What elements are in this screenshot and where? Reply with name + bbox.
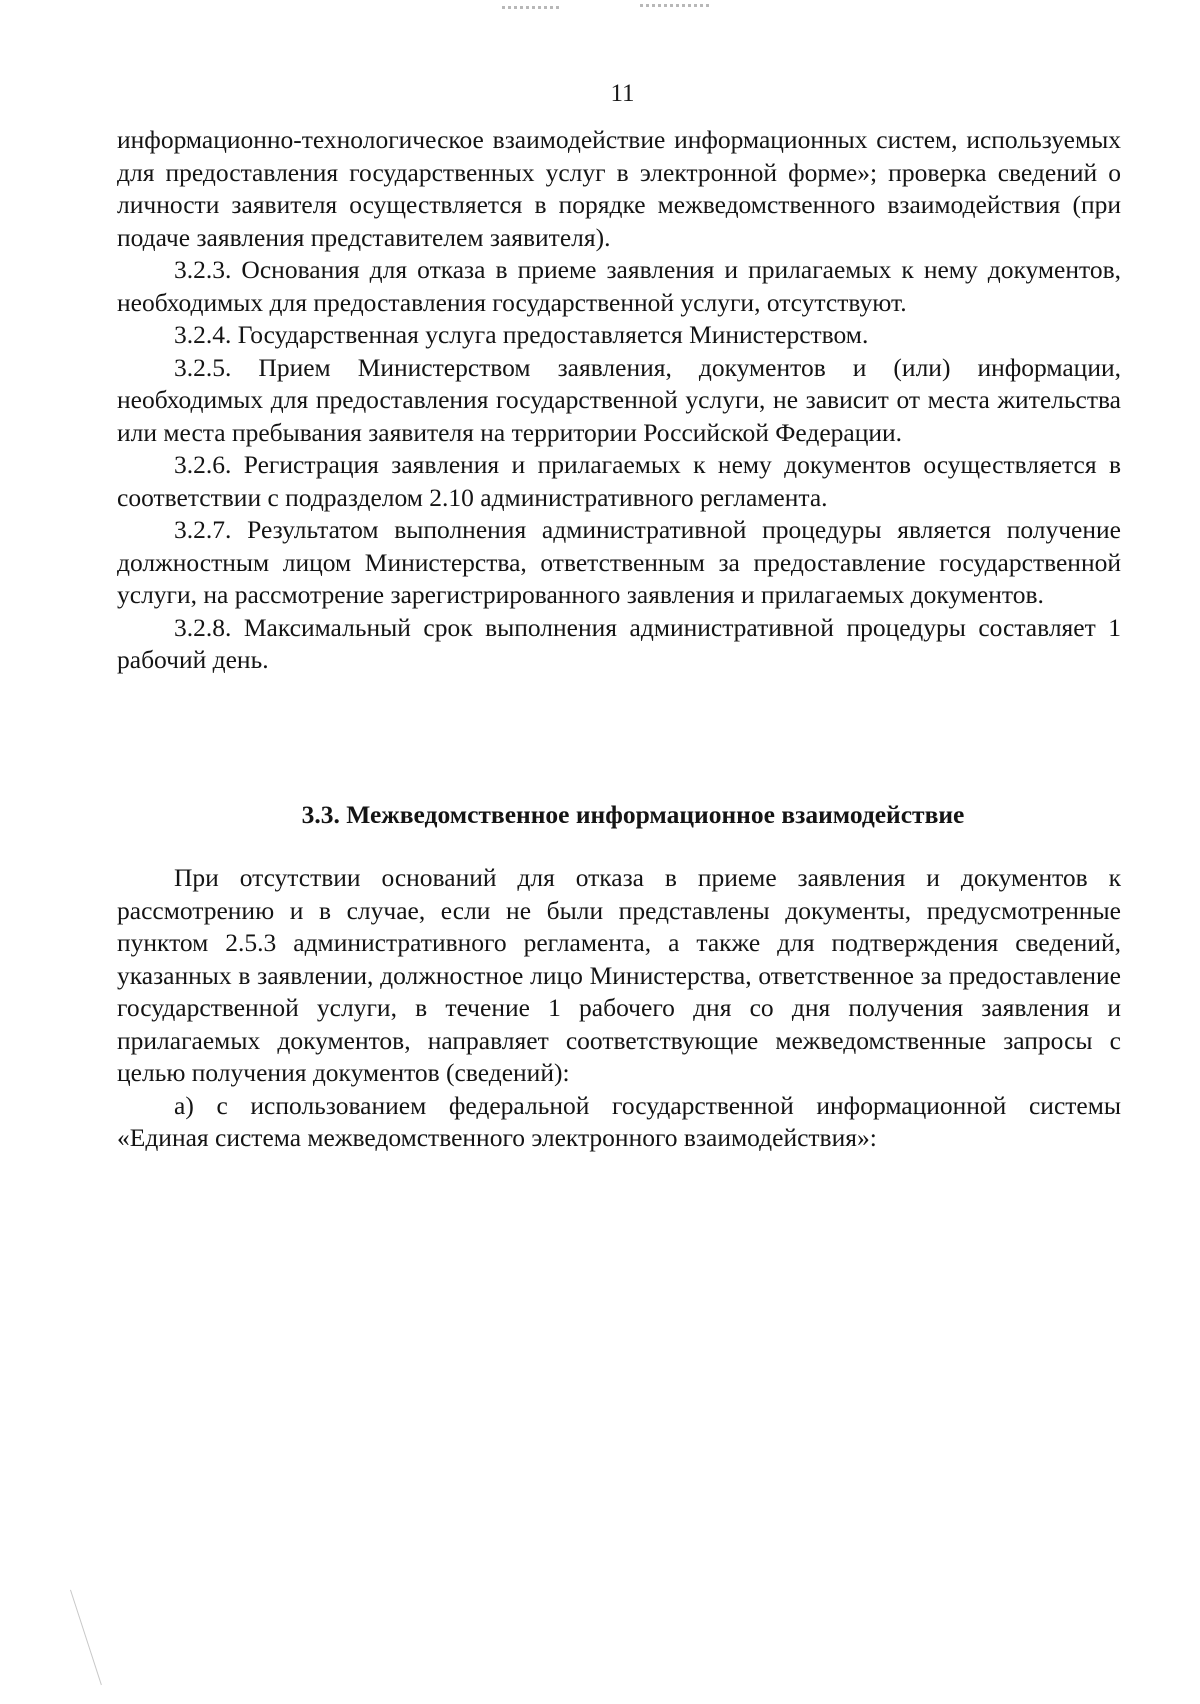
paragraph-3-3-intro: При отсутствии оснований для отказа в приеме заявления и документов к рассмотрению и в случае, если не были представлены документы, предусмотренные пунктом 2.5.3 административного регламента, а также для подтверждения сведений, указанных в заявлении, должностное лицо Министерства, ответственное за предоставление государственной услуги, в течение 1 рабочего дня со дня получения заявления и прилагаемых документов, направляет соответствующие межведомственные запросы с целью получения документов (сведений):	[117, 863, 1121, 1087]
paragraph-3-2-4: 3.2.4. Государственная услуга предоставляется Министерством.	[174, 320, 869, 349]
scan-artifact	[640, 4, 712, 7]
paragraph-3-2-5: 3.2.5. Прием Министерством заявления, документов и (или) информации, необходимых для предоставления государственной услуги, не зависит от места жительства или места пребывания заявителя на территории Российской Федерации.	[117, 352, 1121, 447]
paragraph-3-2-7: 3.2.7. Результатом выполнения административной процедуры является получение должностным лицом Министерства, ответственным за предоставление государственной услуги, на рассмотрение зарегистрированного заявления и прилагаемых документов.	[117, 515, 1121, 609]
document-body	[117, 124, 1121, 1155]
page-number: 11	[610, 80, 635, 107]
section-heading-3-3: 3.3. Межведомственное информационное взаимодействие	[301, 799, 965, 829]
paragraph-3-3-a: а) с использованием федеральной государственной информационной системы «Единая система межведомственного электронного взаимодействия»:	[117, 1090, 1121, 1152]
scan-edge-artifact	[70, 1586, 113, 1685]
paragraph-3-2-6: 3.2.6. Регистрация заявления и прилагаемых к нему документов осуществляется в соответствии с подразделом 2.10 административного регламента.	[117, 450, 1121, 512]
paragraph-continuation: информационно-технологическое взаимодействие информационных систем, используемых для предоставления государственных услуг в электронной форме»; проверка сведений о личности заявителя осуществляется в порядке межведомственного взаимодействия (при подаче заявления представителем заявителя).	[117, 125, 1121, 252]
paragraph-3-2-3: 3.2.3. Основания для отказа в приеме заявления и прилагаемых к нему документов, необходимых для предоставления государственной услуги, отсутствуют.	[117, 255, 1121, 317]
scan-artifact	[502, 6, 562, 9]
section-spacer	[117, 831, 1121, 862]
paragraph-3-2-8: 3.2.8. Максимальный срок выполнения административной процедуры составляет 1 рабочий день.	[117, 612, 1121, 674]
